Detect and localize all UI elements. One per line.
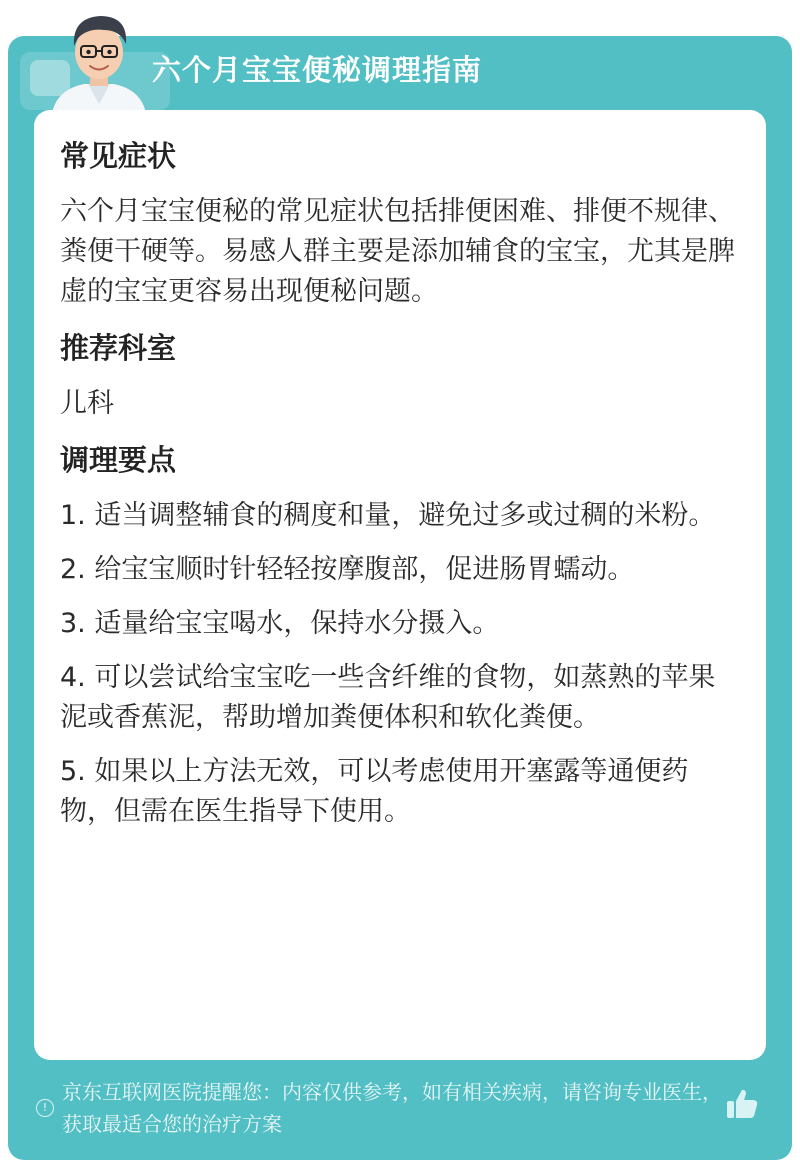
footer-notice: [36, 1076, 736, 1140]
symptoms-title: 常见症状: [60, 139, 177, 173]
thumbs-up-icon[interactable]: [724, 1086, 760, 1122]
symptoms-text: 六个月宝宝便秘的常见症状包括排便困难、排便不规律、粪便干硬等。易感人群主要是添加辅食的宝宝，尤其是脾虚的宝宝更容易出现便秘问题。: [60, 196, 735, 307]
footer-notice-text: 京东互联网医院提醒您：内容仅供参考，如有相关疾病，请咨询专业医生，获取最适合您的治疗方案: [62, 1080, 722, 1136]
department-title: 推荐科室: [60, 331, 177, 365]
care-item-4: 4. 可以尝试给宝宝吃一些含纤维的食物，如蒸熟的苹果泥或香蕉泥，帮助增加粪便体积和软化粪便。: [60, 662, 716, 733]
page-title: 六个月宝宝便秘调理指南: [152, 53, 483, 87]
care-item-3: 3. 适量给宝宝喝水，保持水分摄入。: [60, 608, 500, 639]
care-item-5: 5. 如果以上方法无效，可以考虑使用开塞露等通便药物，但需在医生指导下使用。: [60, 756, 689, 827]
department-text: 儿科: [60, 388, 114, 419]
care-item-2: 2. 给宝宝顺时针轻轻按摩腹部，促进肠胃蠕动。: [60, 554, 635, 585]
care-title: 调理要点: [60, 443, 177, 477]
doctor-avatar: [44, 6, 154, 114]
info-icon: !: [36, 1099, 54, 1117]
care-item-1: 1. 适当调整辅食的稠度和量，避免过多或过稠的米粉。: [60, 500, 716, 531]
content-card: [34, 110, 766, 1060]
